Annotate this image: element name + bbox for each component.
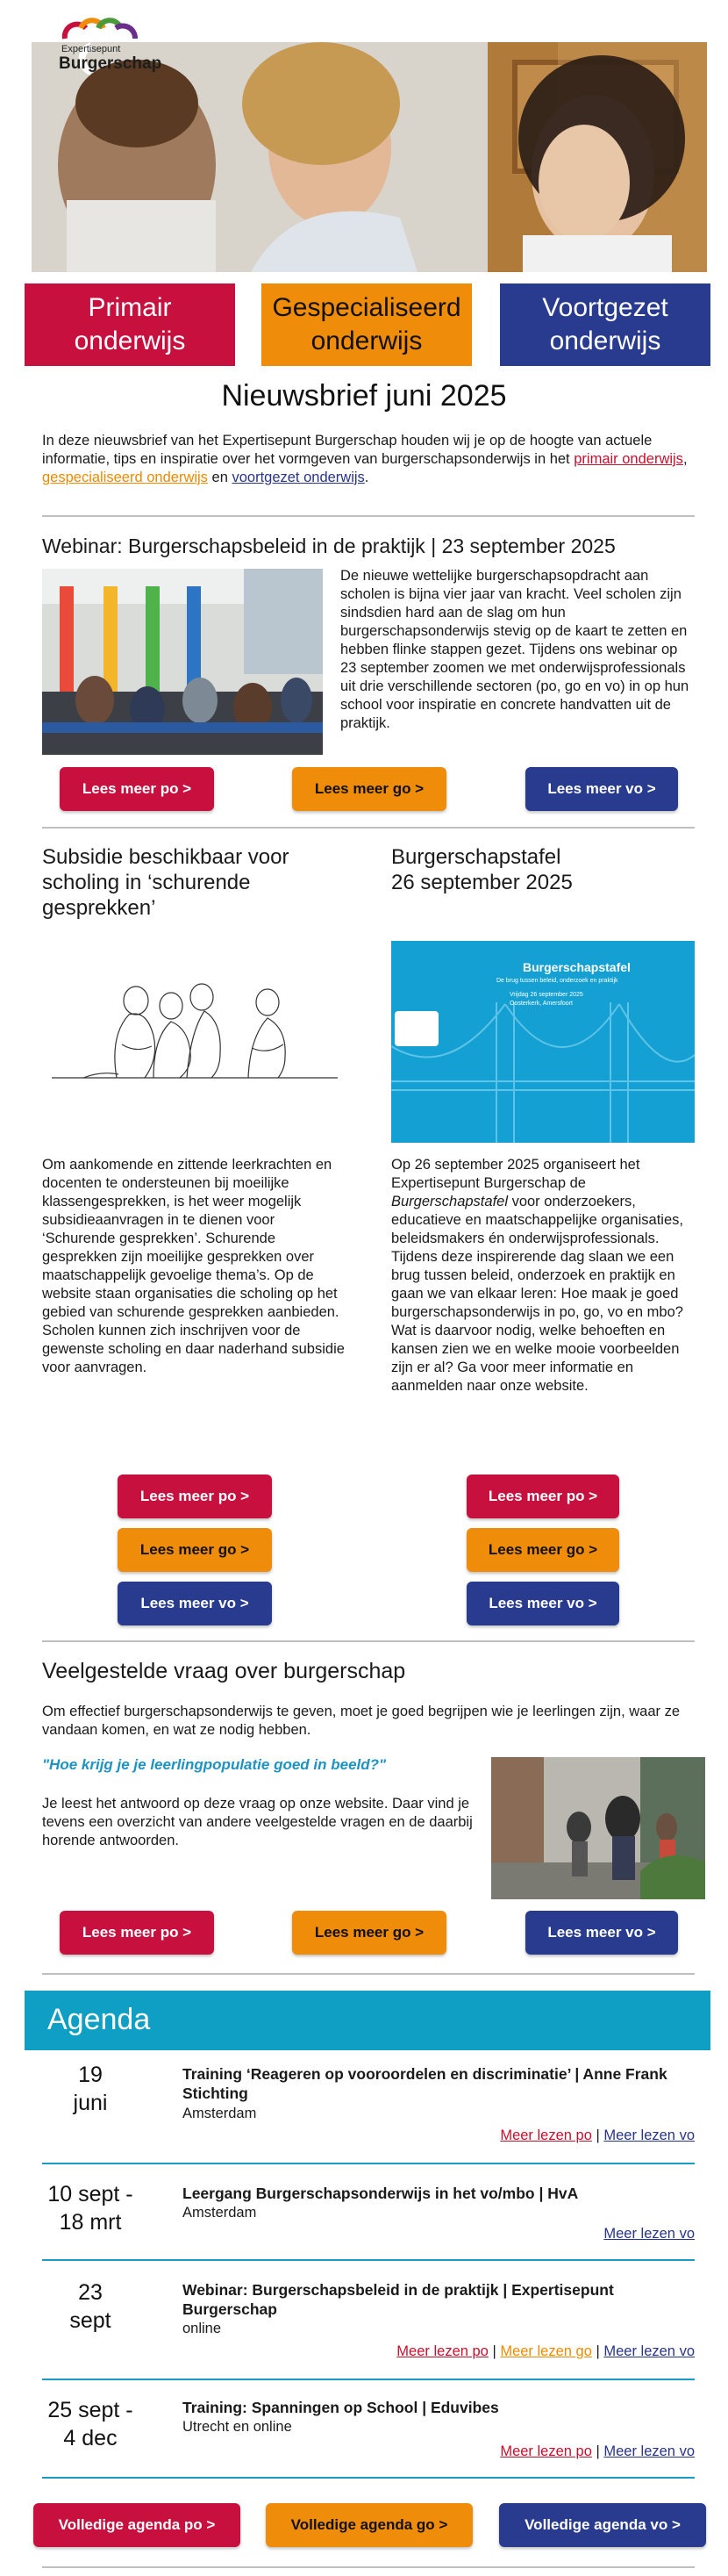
tab-go-line1: Gespecialiseerd [272,293,461,322]
tab-gespecialiseerd-onderwijs[interactable] [261,283,472,366]
agenda-item-2-links [603,2226,695,2242]
agenda-heading: Agenda [47,2003,151,2036]
tafel-lees-meer-po-button[interactable]: Lees meer po > [467,1475,619,1518]
agenda-item-4-place: Utrecht en online [182,2419,292,2435]
agenda-item-4-sep: | [591,2443,604,2459]
agenda-item-1-place: Amsterdam [182,2106,257,2121]
agenda-vo-button[interactable]: Volledige agenda vo > [499,2503,706,2547]
divider [42,827,695,829]
tafel-banner-image [391,941,695,1143]
divider [42,515,695,517]
tafel-body [391,1156,689,1396]
agenda-item-4-link-vo[interactable]: Meer lezen vo [603,2443,695,2459]
logo-text-top: Expertisepunt [61,44,121,54]
webinar-body: De nieuwe wettelijke burgerschapsopdracht aan scholen is bijna vier jaar van kracht. Veel scholen zijn sindsdien hard aan de slag om hun burgerschapsonderwijs stevig op de kaart te zetten en hebben flinke stappen gezet. Tijdens ons webinar op 23 september zoomen we met onderwijsprofessionals uit drie verschillende sectoren (po, go en vo) in op hun school voor inspiratie en concrete handvatten uit de praktijk. [340,568,689,731]
agenda-item-4-date [42,2396,139,2452]
agenda-item-2-link-vo[interactable]: Meer lezen vo [603,2226,695,2242]
agenda-item-3-sep: | [488,2343,501,2359]
tafel-heading [391,844,689,895]
intro-and: en [207,470,232,485]
agenda-divider [42,2259,695,2261]
subsidie-illustration [48,983,342,1088]
agenda-item-2-date-line2: 18 mrt [59,2210,122,2235]
logo[interactable] [35,9,162,81]
agenda-item-1-link-vo[interactable]: Meer lezen vo [603,2128,695,2143]
agenda-item-1-sep: | [591,2128,604,2143]
tab-primair-onderwijs[interactable] [25,283,235,366]
agenda-item-4-date-line2: 4 dec [63,2426,118,2450]
agenda-divider [42,2477,695,2479]
tafel-body-em: Burgerschapstafel [391,1194,508,1209]
agenda-item-3-title: Webinar: Burgerschapsbeleid in de praktijk | Expertisepunt Burgerschap [182,2281,614,2318]
link-voortgezet-onderwijs[interactable]: voortgezet onderwijs [232,470,365,485]
banner-place: Oosterkerk, Amersfoort [510,1001,573,1007]
intro-body: In deze nieuwsbrief van het Expertisepunt Burgerschap houden wij je op de hoogte van actuele informatie, tips en inspiratie over het vormgeven van burgerschapsonderwijs in het [42,433,653,467]
agenda-header [25,1991,710,2050]
tafel-lees-meer-vo-button[interactable]: Lees meer vo > [467,1582,619,1625]
tab-po-line1: Primair [88,293,172,322]
tab-po-line2: onderwijs [74,326,186,355]
agenda-item-3-links [396,2343,695,2360]
banner-title: Burgerschapstafel [523,960,631,974]
tab-vo-line1: Voortgezet [542,293,668,322]
agenda-item-2-date-line1: 10 sept - [47,2182,133,2206]
subsidie-lees-meer-vo-button[interactable]: Lees meer vo > [118,1582,272,1625]
tafel-body-post: voor onderzoekers, educatieve en maatschappelijke organisaties, beleidsmakers én onderwijsprofessionals. Tijdens deze inspirerende dag slaan we een brug tussen beleid, onderzoek en praktijk en gaan we van elkaar leren: Hoe maak je goed burgerschapsonderwijs in po, go, vo en mbo? Wat is daarvoor nodig, welke behoeften en kansen zien we en welke mooie voorbeelden zijn er al? Ga voor meer informatie en aanmelden naar onze website. [391,1194,683,1394]
agenda-item-3-date-line1: 23 [78,2280,103,2305]
subsidie-body: Om aankomende en zittende leerkrachten en docenten te ondersteunen bij moeilijke klassengesprekken, is het weer mogelijk subsidieaanvragen in te dienen voor ‘Schurende gesprekken’. Schurende gesprekken zijn moeilijke gesprekken over maatschappelijk gevoelige thema’s. Op de website staan organisaties die scholing op het gebied van schurende gesprekken aanbieden. Scholen kunnen zich inschrijven voor de gewenste scholing en daar naderhand subsidie voor aanvragen. [42,1157,345,1375]
webinar-photo [42,569,323,755]
sector-tabs [25,283,710,366]
agenda-item-4-links [500,2443,695,2460]
webinar-heading: Webinar: Burgerschapsbeleid in de praktijk | 23 september 2025 [42,535,616,557]
tab-go-line2: onderwijs [310,326,423,355]
agenda-item-3-link-go[interactable]: Meer lezen go [500,2343,592,2359]
tafel-heading-line1: Burgerschapstafel [391,845,561,869]
agenda-item-3-date [42,2278,139,2335]
agenda-item-3-date-line2: sept [69,2308,111,2333]
agenda-item-3-link-po[interactable]: Meer lezen po [396,2343,489,2359]
agenda-item-2-place: Amsterdam [182,2205,257,2221]
agenda-po-button[interactable]: Volledige agenda po > [33,2503,240,2547]
agenda-item-1-date-line1: 19 [78,2063,103,2087]
agenda-item-2-date [42,2180,139,2236]
subsidie-heading: Subsidie beschikbaar voor scholing in ‘schurende gesprekken’ [42,845,289,920]
intro-end: . [364,470,369,485]
tafel-heading-line2: 26 september 2025 [391,871,573,894]
tab-voortgezet-onderwijs[interactable] [500,283,710,366]
subsidie-lees-meer-go-button[interactable]: Lees meer go > [118,1528,272,1572]
logo-text-main: Burgerschap [59,54,162,73]
subsidie-lees-meer-po-button[interactable]: Lees meer po > [118,1475,272,1518]
page-title: Nieuwsbrief juni 2025 [221,379,507,413]
agenda-item-1-title: Training ‘Reageren op vooroordelen en discriminatie’ | Anne Frank Stichting [182,2065,667,2102]
divider [42,1973,695,1975]
banner-date: Vrijdag 26 september 2025 [510,992,583,998]
tab-vo-line2: onderwijs [549,326,661,355]
webinar-lees-meer-vo-button[interactable]: Lees meer vo > [525,767,678,811]
webinar-lees-meer-po-button[interactable]: Lees meer po > [60,767,214,811]
agenda-divider [42,2163,695,2164]
link-primair-onderwijs[interactable]: primair onderwijs [574,451,683,467]
webinar-lees-meer-go-button[interactable]: Lees meer go > [292,767,446,811]
faq-body: Je leest het antwoord op deze vraag op onze website. Daar vind je tevens een overzicht van andere veelgestelde vragen en de daarbij horende antwoorden. [42,1796,473,1848]
faq-question: "Hoe krijg je je leerlingpopulatie goed in beeld?" [42,1756,387,1773]
banner-subtitle: De brug tussen beleid, onderzoek en praktijk [496,978,618,984]
agenda-item-3-place: online [182,2321,222,2336]
agenda-item-4-link-po[interactable]: Meer lezen po [500,2443,592,2459]
faq-photo [491,1757,705,1899]
agenda-item-4-title: Training: Spanningen op School | Eduvibes [182,2399,499,2416]
faq-intro: Om effectief burgerschapsonderwijs te geven, moet je goed begrijpen wie je leerlingen zijn, waar ze vandaan komen, en wat ze nodig hebben. [42,1704,681,1738]
agenda-go-button[interactable]: Volledige agenda go > [266,2503,473,2547]
agenda-item-2-title: Leergang Burgerschapsonderwijs in het vo/mbo | HvA [182,2185,579,2202]
intro-text [42,432,691,487]
agenda-divider [42,2379,695,2380]
divider [42,2566,695,2568]
divider [42,1640,695,1642]
faq-heading: Veelgestelde vraag over burgerschap [42,1659,406,1683]
tafel-body-pre: Op 26 september 2025 organiseert het Expertisepunt Burgerschap de [391,1157,640,1191]
agenda-item-1-links [500,2128,695,2144]
agenda-item-3-link-vo[interactable]: Meer lezen vo [603,2343,695,2359]
agenda-item-1-date-line2: juni [73,2091,108,2115]
link-gespecialiseerd-onderwijs[interactable]: gespecialiseerd onderwijs [42,470,208,485]
agenda-item-3-sep2: | [591,2343,604,2359]
faq-lees-meer-po-button[interactable]: Lees meer po > [60,1911,214,1955]
agenda-item-1-link-po[interactable]: Meer lezen po [500,2128,592,2143]
intro-comma: , [682,451,688,467]
faq-lees-meer-go-button[interactable]: Lees meer go > [292,1911,446,1955]
agenda-item-1-date [42,2061,139,2117]
tafel-lees-meer-go-button[interactable]: Lees meer go > [467,1528,619,1572]
agenda-item-4-date-line1: 25 sept - [47,2398,133,2422]
banner-logo-icon [395,1011,439,1046]
faq-lees-meer-vo-button[interactable]: Lees meer vo > [525,1911,678,1955]
